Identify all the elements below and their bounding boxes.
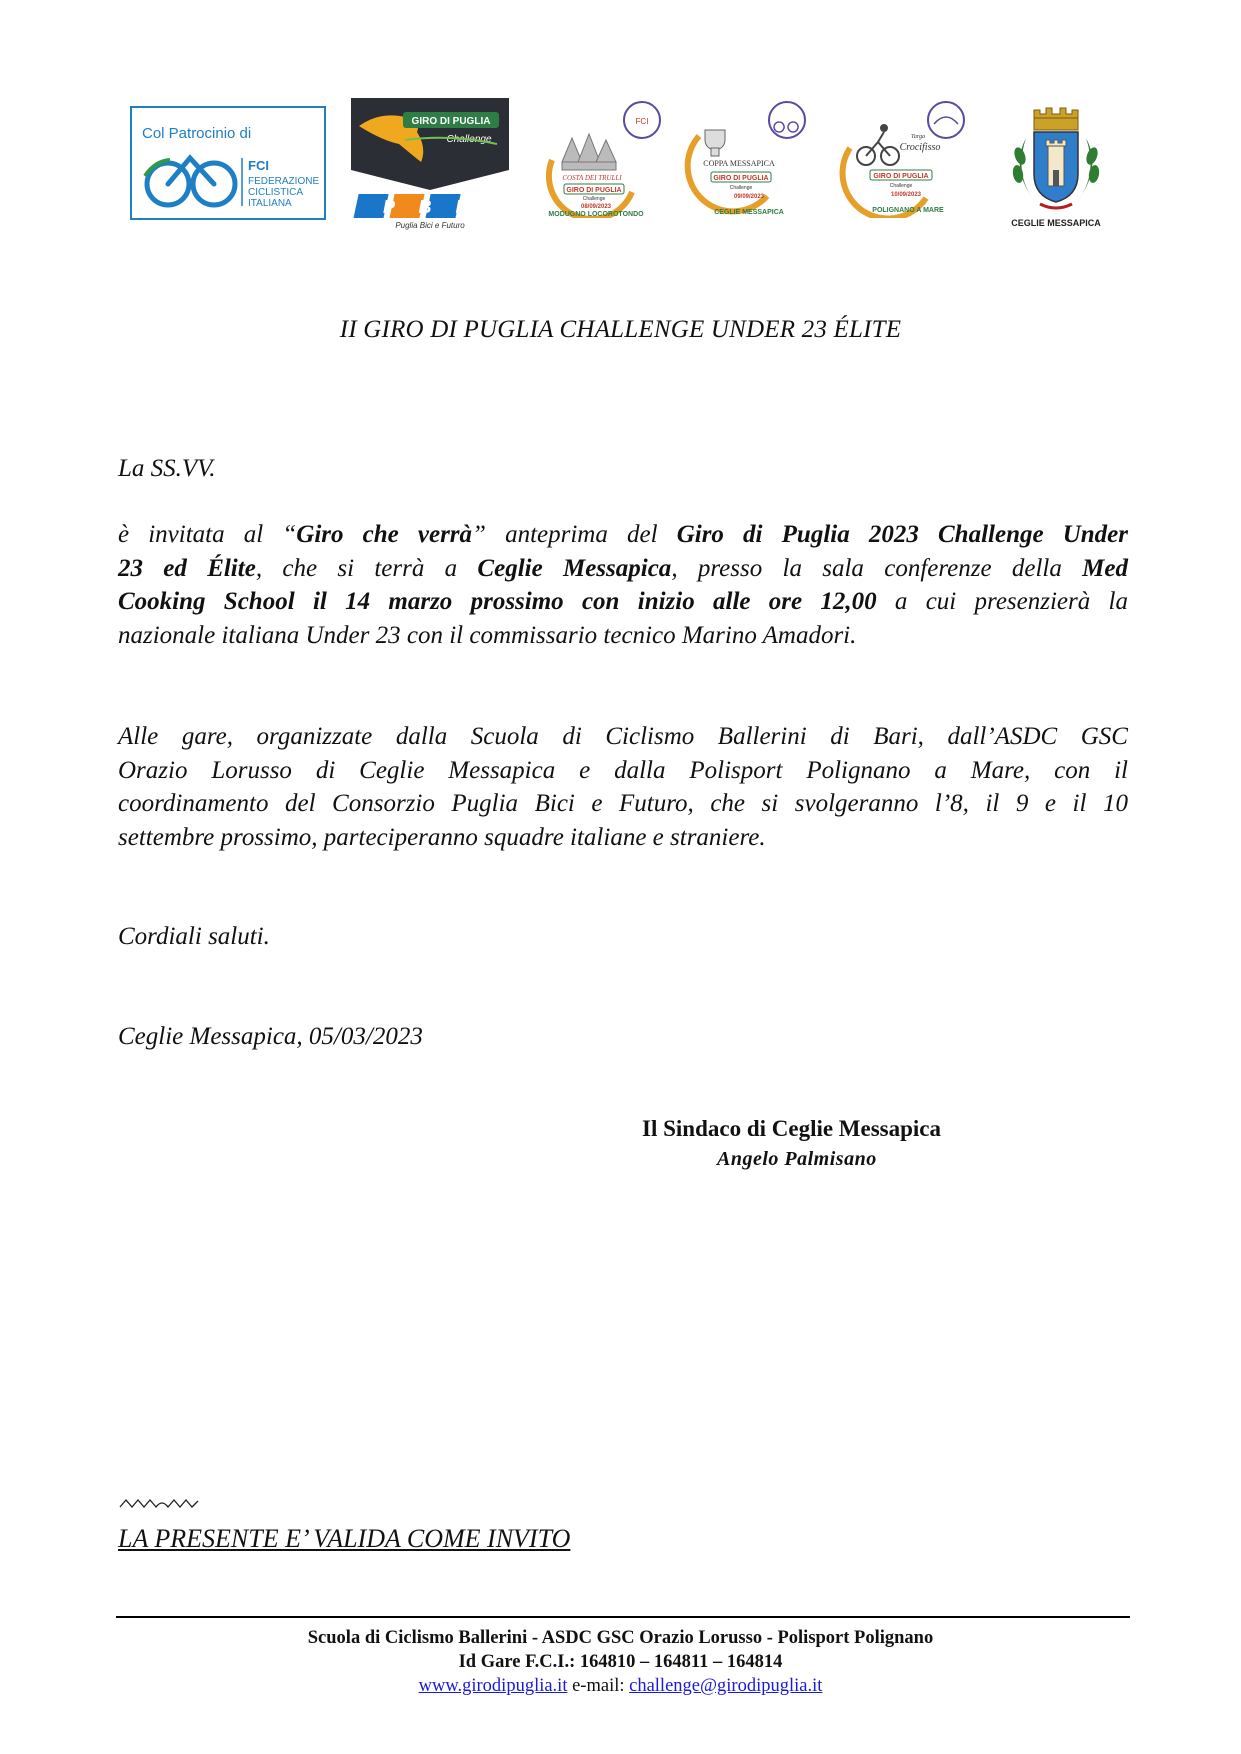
- stage3-brand: GIRO DI PUGLIA: [873, 173, 929, 180]
- stage2-place: CEGLIE MESSAPICA: [714, 209, 784, 216]
- fci-abbr: FCI: [248, 158, 269, 173]
- fci-line3: ITALIANA: [248, 198, 292, 209]
- handwritten-mark: [118, 1497, 200, 1511]
- stage2-sub: Challenge: [729, 185, 753, 191]
- footer-race-ids: Id Gare F.C.I.: 164810 – 164811 – 164814: [458, 1652, 783, 1672]
- cyclist-icon: [857, 125, 899, 165]
- races-paragraph: Alle gare, organizzate dalla Scuola di Ciclismo Ballerini di Bari, dall’ASDC GSC Orazio Lorusso di Ceglie Messapica e dalla Polisport Polignano a Mare, con il coordinamento del Consorzio Puglia Bici e Futuro, che si svolgeranno l’8, il 9 e il 10 settembre prossimo, parteciperanno squadre italiane e straniere.: [118, 723, 1128, 851]
- stage2-date: 09/09/2023: [733, 194, 765, 200]
- stage3-badge-icon: [928, 102, 964, 138]
- stage3-prefix: Targa: [911, 134, 925, 140]
- stage3-targa-crocifisso-logo: [834, 98, 974, 218]
- event-name: Giro che verrà: [296, 521, 473, 548]
- trophy-icon: [705, 130, 725, 156]
- crown-icon: [1034, 108, 1078, 130]
- venue-and-time: Cooking School il 14 marzo prossimo con inizio alle ore 12,00: [118, 588, 877, 615]
- fci-heading: Col Patrocinio di: [142, 125, 252, 142]
- race-name: Giro di Puglia 2023 Challenge Under: [676, 521, 1128, 548]
- tower-icon: [1046, 140, 1066, 186]
- pbf-banner: GIRO DI PUGLIA: [411, 116, 491, 127]
- place-date: Ceglie Messapica, 05/03/2023: [118, 1023, 423, 1050]
- stage3-place: POLIGNANO A MARE: [872, 207, 944, 214]
- letter-title: II GIRO DI PUGLIA CHALLENGE UNDER 23 ÉLITE: [339, 316, 902, 343]
- svg-text:FCI: FCI: [635, 117, 649, 126]
- fci-line2: CICLISTICA: [248, 187, 304, 198]
- footer-organizers: Scuola di Ciclismo Ballerini - ASDC GSC Orazio Lorusso - Polisport Polignano: [307, 1628, 934, 1648]
- pbf-letter-f: F: [455, 197, 467, 217]
- pbf-banner-sub: Challenge: [446, 134, 492, 145]
- footer-contacts: www.girodipuglia.it e-mail: challenge@girodipuglia.it: [418, 1676, 823, 1696]
- invitation-notice: LA PRESENTE E’ VALIDA COME INVITO: [118, 1524, 571, 1553]
- website-link[interactable]: www.girodipuglia.it: [418, 1676, 568, 1696]
- stage3-date: 10/09/2023: [890, 192, 922, 198]
- signature-name: Angelo Palmisano: [717, 1148, 877, 1170]
- stage1-name: COSTA DEI TRULLI: [562, 174, 622, 182]
- stage2-brand: GIRO DI PUGLIA: [713, 175, 769, 182]
- stage1-costa-dei-trulli-logo: [532, 100, 664, 218]
- stage3-name: Crocifisso: [899, 142, 941, 153]
- pbf-letter-p: P: [382, 197, 396, 217]
- stage1-date: 08/09/2023: [580, 204, 612, 210]
- ceglie-messapica-crest: [996, 104, 1116, 228]
- pbf-giro-di-puglia-logo: [351, 98, 509, 230]
- pbf-letter-b: B: [418, 197, 432, 217]
- fci-patronage-logo: [130, 106, 326, 220]
- stage1-sub: Challenge: [582, 196, 606, 202]
- stage3-sub: Challenge: [889, 183, 913, 189]
- email-link[interactable]: challenge@girodipuglia.it: [629, 1676, 823, 1696]
- closing: Cordiali saluti.: [118, 923, 270, 950]
- stage2-badge-icon: [769, 102, 805, 138]
- signature-title: Il Sindaco di Ceglie Messapica: [642, 1116, 942, 1141]
- stage2-coppa-messapica-logo: [683, 100, 813, 218]
- invitation-paragraph: è invitata al “Giro che verrà” anteprima del Giro di Puglia 2023 Challenge Under 23 ed Élite, che si terrà a Ceglie Messapica, presso la sala conferenze della Med Cooking School il 14 marzo prossimo con inizio alle ore 12,00 a cui presenzierà la nazionale italiana Under 23 con il commissario tecnico Marino Amadori.: [118, 521, 1128, 649]
- pbf-tagline: Puglia Bici e Futuro: [395, 221, 465, 230]
- stage1-brand: GIRO DI PUGLIA: [566, 187, 622, 194]
- crest-ribbon: [1040, 204, 1072, 208]
- trulli-icon: [562, 134, 616, 170]
- crest-caption: CEGLIE MESSAPICA: [1011, 218, 1101, 228]
- salutation: La SS.VV.: [118, 455, 216, 482]
- venue-city: Ceglie Messapica: [477, 554, 672, 582]
- stage1-place: MODUGNO LOCOROTONDO: [548, 211, 644, 218]
- footer-divider: [116, 1616, 1130, 1618]
- fci-line1: FEDERAZIONE: [248, 176, 320, 187]
- stage2-name: COPPA MESSAPICA: [703, 159, 775, 168]
- pbf-letter-blocks: [353, 194, 467, 218]
